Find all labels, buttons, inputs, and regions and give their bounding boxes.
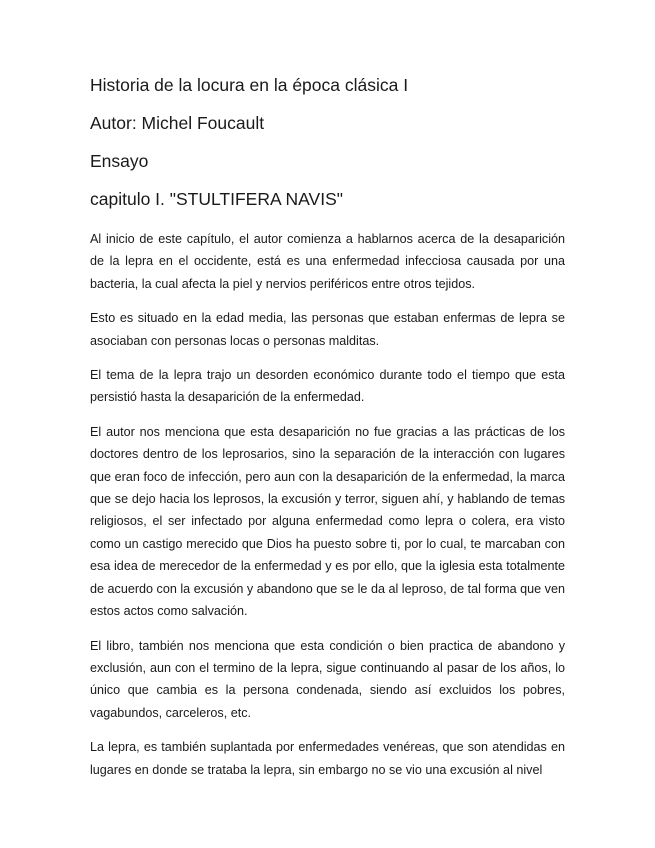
paragraph-5: El libro, también nos menciona que esta condición o bien practica de abandono y exclusión, aun con el termino de la lepra, sigue continuando al pasar de los años, lo único que cambia es la persona condenada, siendo así excluidos los pobres, vagabundos, carceleros, etc.: [90, 638, 565, 720]
paragraph-6: La lepra, es también suplantada por enfermedades venéreas, que son atendidas en lugares en donde se trataba la lepra, sin embargo no se vio una excusión al nivel: [90, 740, 565, 777]
document-page: [90, 74, 565, 793]
paragraph-4: El autor nos menciona que esta desaparición no fue gracias a las prácticas de los doctores dentro de los leprosarios, sino la separación de la interacción con lugares que eran foco de infección, pero aun con la desaparición de la enfermedad, la marca que se dejo hacia los leprosos, la excusión y terror, siguen ahí, y hablando de temas religiosos, el ser infectado por alguna enfermedad como lepra o colera, era visto como un castigo merecido que Dios ha puesto sobre ti, por lo cual, te marcaban con esa idea de merecedor de la enfermedad y es por ello, que la iglesia esta totalmente de acuerdo con la excusión y abandono que se le da al leproso, de tal forma que ven estos actos como salvación.: [90, 424, 565, 619]
paragraph-1: Al inicio de este capítulo, el autor comienza a hablarnos acerca de la desaparición de la lepra en el occidente, está es una enfermedad infecciosa causada por una bacteria, la cual afecta la piel y nervios periféricos entre otros tejidos.: [90, 232, 565, 291]
document-genre: Ensayo: [90, 151, 149, 171]
document-author: Autor: Michel Foucault: [90, 113, 265, 133]
chapter-heading: capitulo I. "STULTIFERA NAVIS": [90, 189, 343, 209]
paragraph-2: Esto es situado en la edad media, las personas que estaban enfermas de lepra se asociaban con personas locas o personas malditas.: [90, 311, 565, 348]
paragraph-3: El tema de la lepra trajo un desorden económico durante todo el tiempo que esta persistió hasta la desaparición de la enfermedad.: [90, 368, 565, 405]
document-title: Historia de la locura en la época clásica I: [90, 75, 409, 95]
